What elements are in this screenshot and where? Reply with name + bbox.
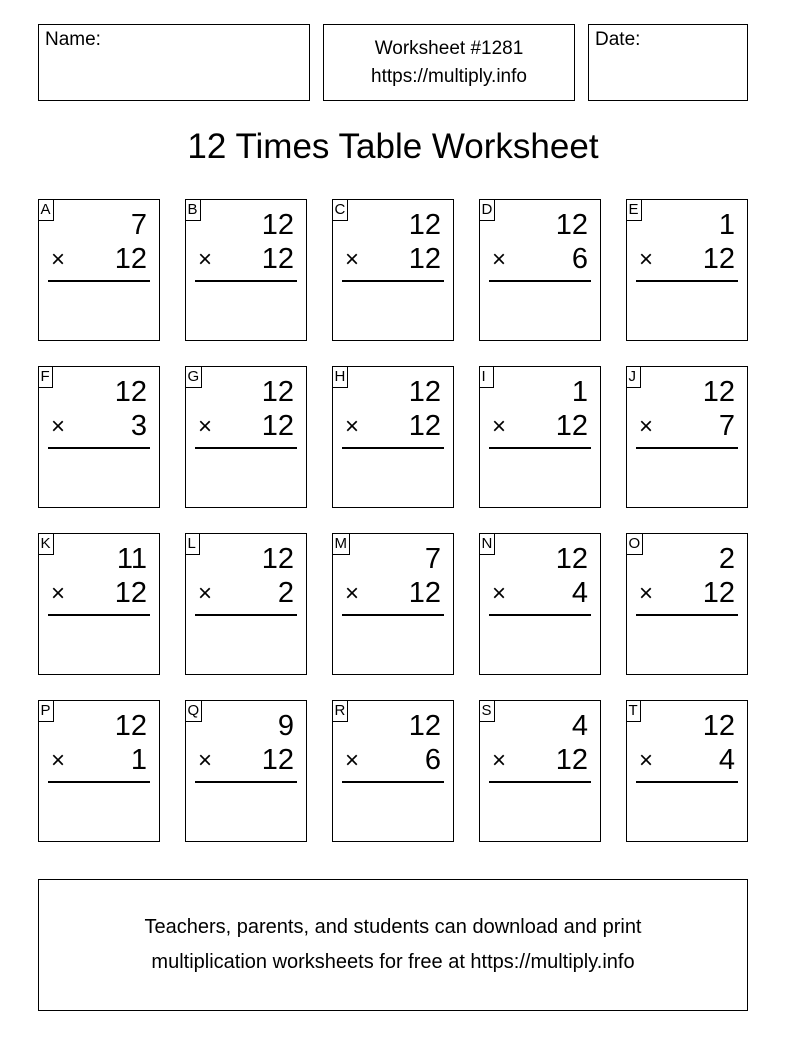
problem-letter: M — [332, 533, 351, 555]
worksheet-website: https://multiply.info — [371, 66, 527, 87]
problem-card[interactable] — [479, 700, 601, 842]
times-sign: × — [198, 413, 213, 440]
problem-letter: N — [479, 533, 496, 555]
multiplicand: 12 — [261, 543, 294, 575]
multiplier: 6 — [424, 744, 441, 776]
problem-card[interactable] — [332, 366, 454, 508]
multiplicand: 12 — [702, 710, 735, 742]
multiplicand: 2 — [718, 543, 735, 575]
problem-card[interactable] — [38, 700, 160, 842]
answer-line — [636, 280, 738, 282]
multiplicand: 12 — [408, 376, 441, 408]
answer-line — [195, 614, 297, 616]
problem-letter: H — [332, 366, 349, 388]
problem-letter: I — [479, 366, 494, 388]
times-sign: × — [492, 580, 507, 607]
times-sign: × — [639, 246, 654, 273]
multiplier: 6 — [571, 243, 588, 275]
multiplier: 2 — [277, 577, 294, 609]
problem-letter: J — [626, 366, 641, 388]
multiplier: 12 — [408, 410, 441, 442]
times-sign: × — [51, 246, 66, 273]
times-sign: × — [345, 747, 360, 774]
multiplier: 12 — [261, 744, 294, 776]
problem-card[interactable] — [185, 199, 307, 341]
answer-line — [195, 781, 297, 783]
name-field[interactable] — [38, 24, 310, 101]
problem-card[interactable] — [185, 366, 307, 508]
times-sign: × — [198, 580, 213, 607]
times-sign: × — [492, 413, 507, 440]
name-label: Name: — [45, 29, 101, 50]
multiplier: 12 — [702, 577, 735, 609]
footer-line-2: multiplication worksheets for free at https://multiply.info — [151, 951, 635, 973]
answer-line — [489, 447, 591, 449]
multiplier: 12 — [114, 577, 147, 609]
multiplier: 12 — [555, 744, 588, 776]
times-sign: × — [345, 413, 360, 440]
problem-letter: A — [38, 199, 54, 221]
problem-letter: Q — [185, 700, 203, 722]
problem-letter: P — [38, 700, 54, 722]
problem-letter: K — [38, 533, 54, 555]
multiplier: 3 — [130, 410, 147, 442]
answer-line — [636, 781, 738, 783]
multiplier: 12 — [702, 243, 735, 275]
answer-line — [342, 781, 444, 783]
problem-card[interactable] — [626, 700, 748, 842]
problem-card[interactable] — [38, 533, 160, 675]
multiplicand: 12 — [555, 209, 588, 241]
problem-card[interactable] — [38, 199, 160, 341]
date-label: Date: — [595, 29, 641, 50]
multiplicand: 12 — [114, 710, 147, 742]
multiplicand: 12 — [408, 710, 441, 742]
times-sign: × — [639, 747, 654, 774]
page-title: 12 Times Table Worksheet — [187, 127, 599, 166]
times-sign: × — [198, 246, 213, 273]
multiplier: 12 — [261, 410, 294, 442]
problem-card[interactable] — [38, 366, 160, 508]
problem-letter: L — [185, 533, 200, 555]
answer-line — [636, 614, 738, 616]
multiplicand: 9 — [277, 710, 294, 742]
problem-card[interactable] — [185, 700, 307, 842]
problem-letter: G — [185, 366, 203, 388]
problem-card[interactable] — [332, 700, 454, 842]
times-sign: × — [198, 747, 213, 774]
worksheet-number: Worksheet #1281 — [374, 38, 524, 59]
multiplier: 12 — [261, 243, 294, 275]
multiplier: 12 — [408, 243, 441, 275]
problem-card[interactable] — [332, 199, 454, 341]
answer-line — [195, 447, 297, 449]
problem-card[interactable] — [479, 533, 601, 675]
times-sign: × — [492, 747, 507, 774]
multiplicand: 12 — [261, 209, 294, 241]
problem-letter: B — [185, 199, 201, 221]
problem-card[interactable] — [479, 366, 601, 508]
multiplicand: 1 — [718, 209, 735, 241]
answer-line — [636, 447, 738, 449]
answer-line — [489, 280, 591, 282]
problem-card[interactable] — [626, 533, 748, 675]
times-sign: × — [51, 747, 66, 774]
problem-letter: O — [626, 533, 644, 555]
multiplicand: 12 — [702, 376, 735, 408]
multiplicand: 12 — [261, 376, 294, 408]
problem-letter: C — [332, 199, 349, 221]
multiplicand: 12 — [408, 209, 441, 241]
answer-line — [342, 614, 444, 616]
footer-note — [38, 879, 748, 1011]
multiplicand: 12 — [114, 376, 147, 408]
multiplier: 4 — [718, 744, 735, 776]
problem-card[interactable] — [626, 366, 748, 508]
answer-line — [342, 280, 444, 282]
times-sign: × — [51, 413, 66, 440]
footer-line-1: Teachers, parents, and students can download and print — [144, 916, 642, 938]
multiplicand: 12 — [555, 543, 588, 575]
multiplicand: 11 — [116, 543, 147, 575]
date-field[interactable] — [588, 24, 748, 101]
problem-letter: D — [479, 199, 496, 221]
multiplier: 12 — [555, 410, 588, 442]
multiplier: 12 — [408, 577, 441, 609]
problem-card[interactable] — [479, 199, 601, 341]
answer-line — [342, 447, 444, 449]
multiplicand: 7 — [130, 209, 147, 241]
problem-letter: F — [38, 366, 53, 388]
times-sign: × — [639, 580, 654, 607]
problem-letter: T — [626, 700, 641, 722]
answer-line — [48, 280, 150, 282]
answer-line — [48, 614, 150, 616]
multiplicand: 7 — [424, 543, 441, 575]
answer-line — [48, 781, 150, 783]
problem-letter: R — [332, 700, 349, 722]
answer-line — [489, 781, 591, 783]
multiplicand: 4 — [571, 710, 588, 742]
answer-line — [489, 614, 591, 616]
answer-line — [195, 280, 297, 282]
problem-card[interactable] — [626, 199, 748, 341]
multiplier: 12 — [114, 243, 147, 275]
multiplier: 4 — [571, 577, 588, 609]
multiplicand: 1 — [571, 376, 588, 408]
problem-letter: E — [626, 199, 642, 221]
times-sign: × — [345, 580, 360, 607]
worksheet-info-box — [323, 24, 575, 101]
multiplier: 7 — [718, 410, 735, 442]
times-sign: × — [492, 246, 507, 273]
problem-letter: S — [479, 700, 495, 722]
times-sign: × — [51, 580, 66, 607]
answer-line — [48, 447, 150, 449]
problem-card[interactable] — [332, 533, 454, 675]
times-sign: × — [345, 246, 360, 273]
problem-card[interactable] — [185, 533, 307, 675]
times-sign: × — [639, 413, 654, 440]
multiplier: 1 — [130, 744, 147, 776]
